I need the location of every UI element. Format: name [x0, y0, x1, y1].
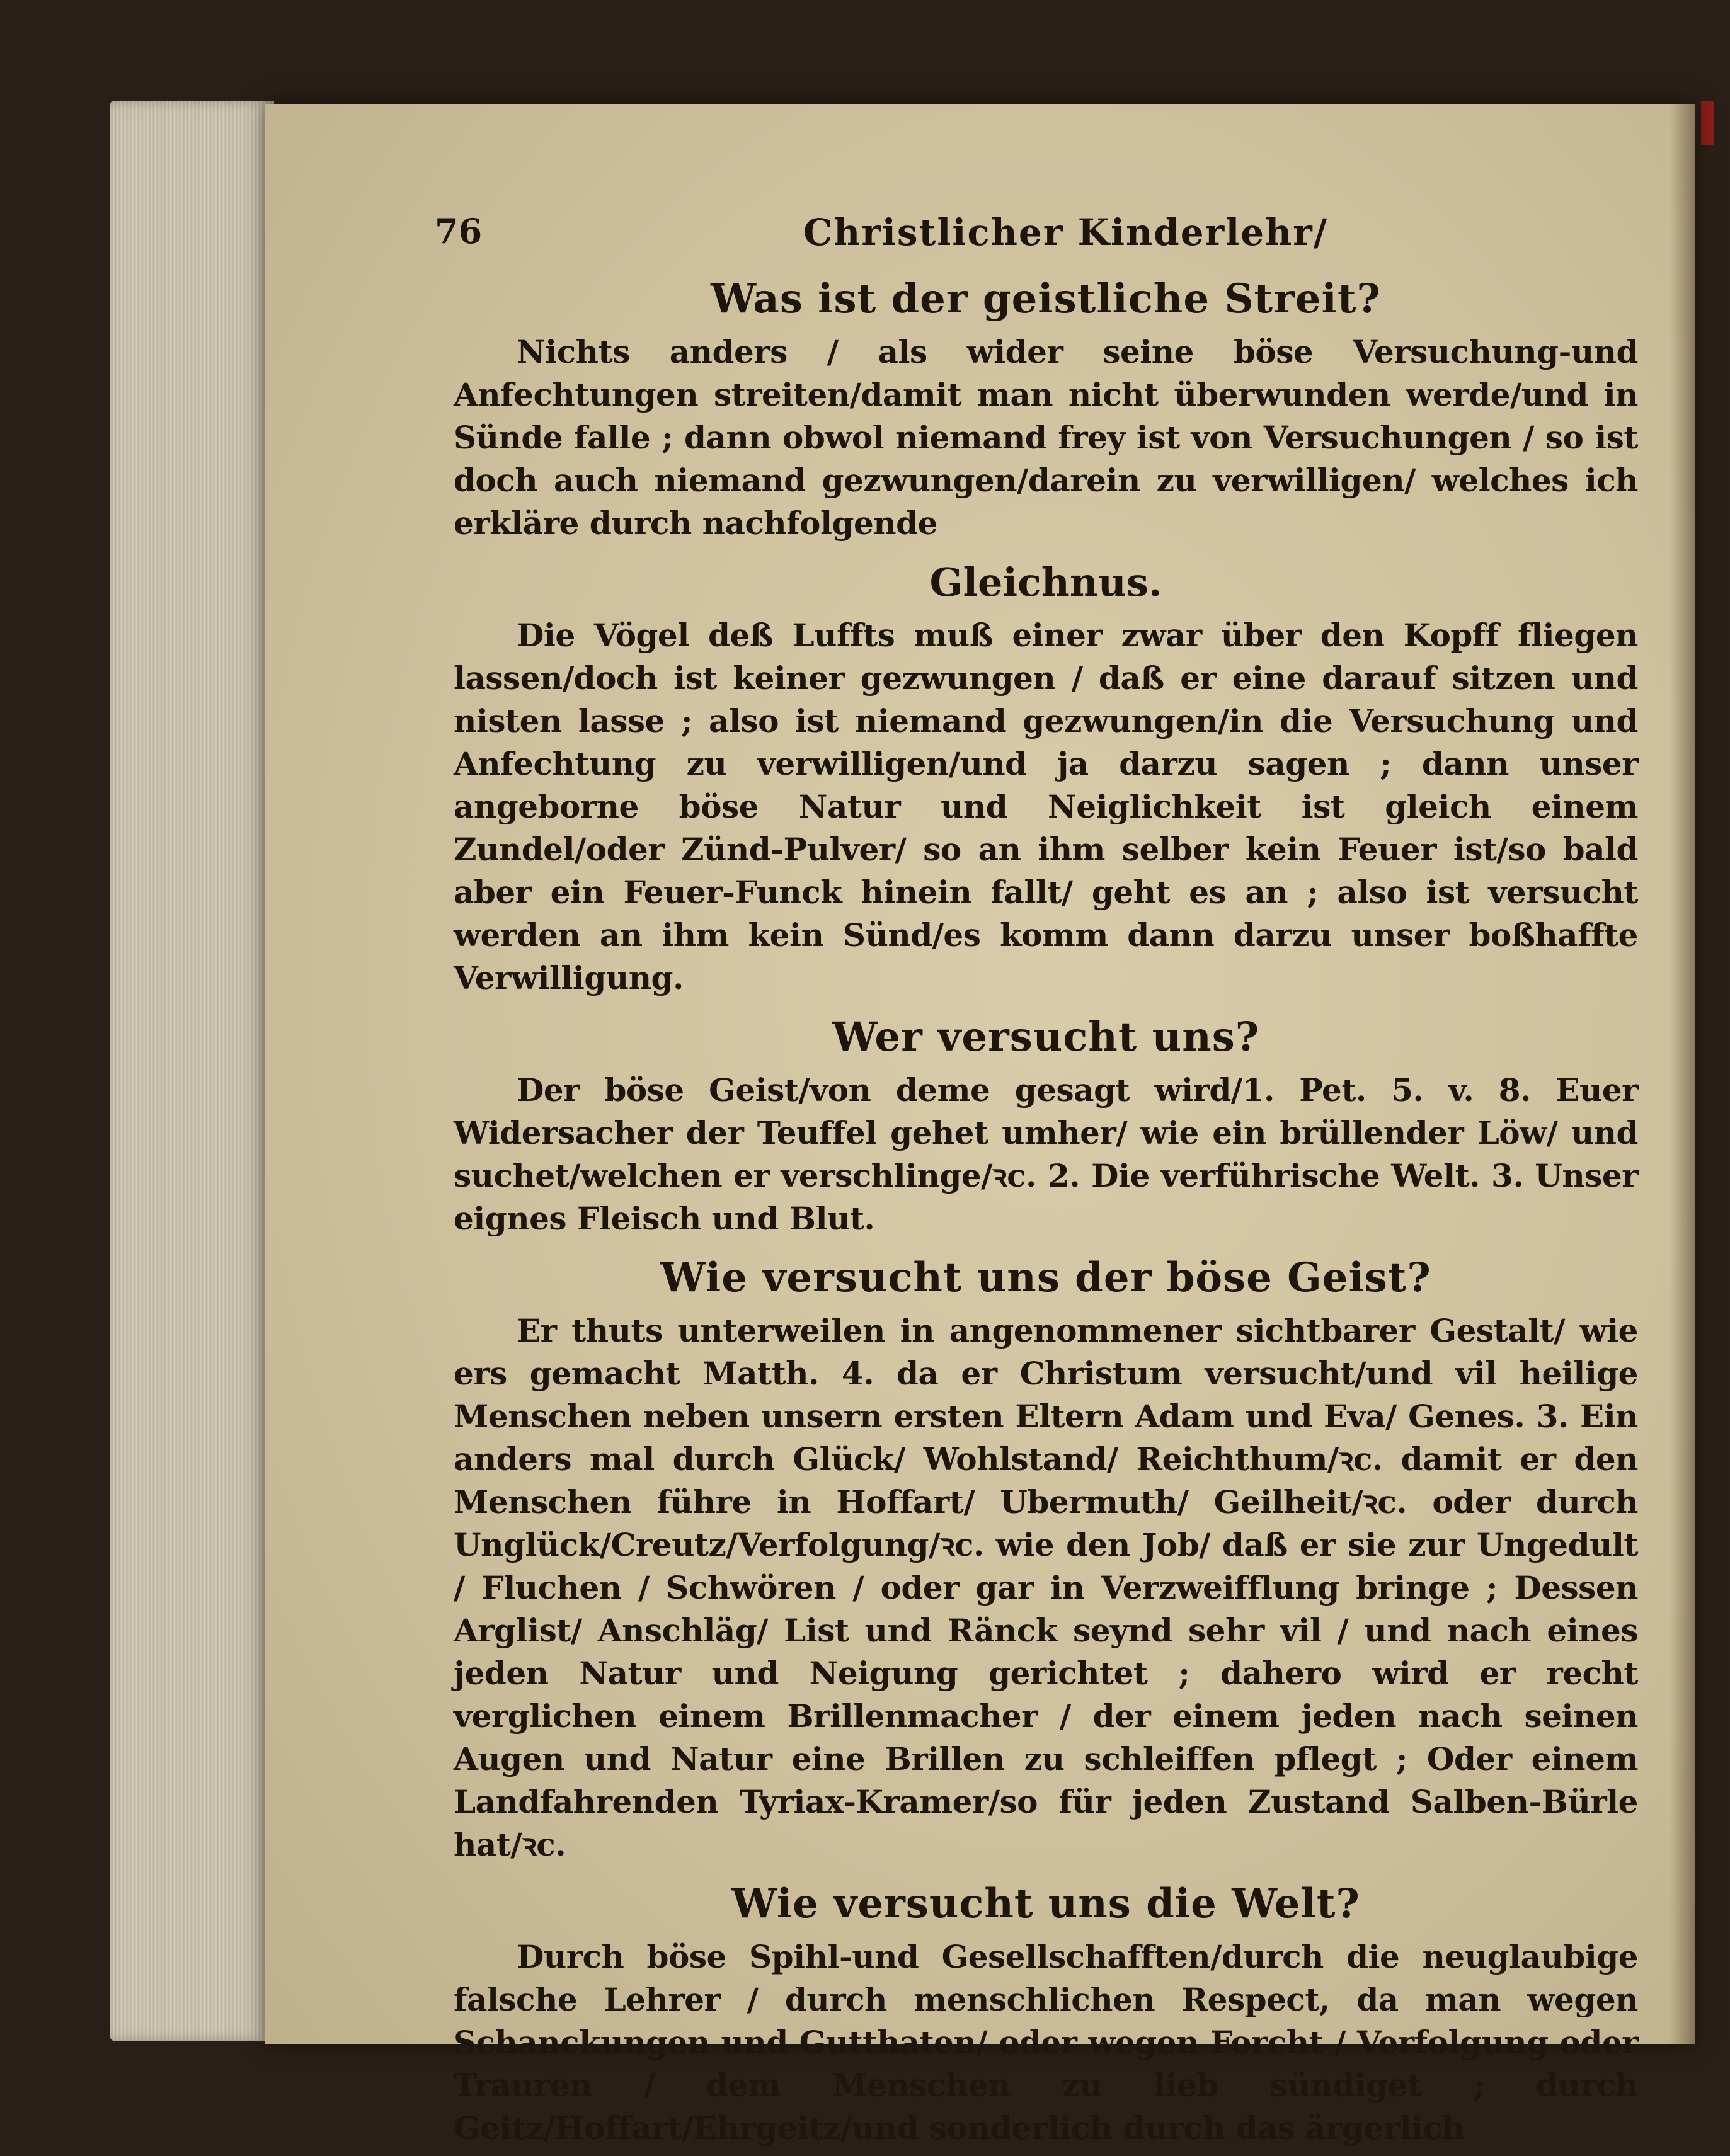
running-head — [435, 211, 1670, 261]
running-title: Christlicher Kinderlehr/ — [803, 211, 1329, 254]
section-paragraph: Er thuts unterweilen in angenommener sichtbarer Gestalt/ wie ers gemacht Matth. 4. da er Christum versucht/und vil heilige Menschen neben unsern ersten Eltern Adam und Eva/ Genes. 3. Ein anders mal durch Glück/ Wohlstand/ Reichthum/ꝛc. damit er den Menschen führe in Hoffart/ Ubermuth/ Geilheit/ꝛc. oder durch Unglück/Creutz/Verfolgung/ꝛc. wie den Job/ daß er sie zur Ungedult / Fluchen / Schwören / oder gar in Verzweifflung bringe ; Dessen Arglist/ Anschläg/ List und Ränck seynd sehr vil / und nach eines jeden Natur und Neigung gerichtet ; dahero wird er recht verglichen einem Brillenmacher / der einem jeden nach seinen Augen und Natur eine Brillen zu schleiffen pflegt ; Oder einem Landfahrenden Tyriax-Kramer/so für jeden Zustand Salben-Bürle hat/ꝛc. — [454, 1312, 1638, 1863]
section-question: Wer versucht uns? — [832, 1013, 1260, 1061]
book-page-edges — [110, 101, 274, 2041]
red-binding-edge — [1701, 101, 1714, 145]
page-number: 76 — [435, 211, 483, 251]
section-paragraph: Die Vögel deß Luffts muß einer zwar über den Kopff fliegen lassen/doch ist keiner gezwungen / daß er eine darauf sitzen und nisten lasse ; also ist niemand gezwungen/in die Versuchung und Anfechtung zu verwilligen/und ja darzu sagen ; dann unser angeborne böse Natur und Neiglichkeit ist gleich einem Zundel/oder Zünd-Pulver/ so an ihm selber kein Feuer ist/so bald aber ein Feuer-Funck hinein fallt/ geht es an ; also ist versucht werden an ihm kein Sünd/es komm dann darzu unser boßhaffte Verwilligung. — [454, 617, 1638, 996]
section-paragraph: Durch böse Spihl-und Gesellschafften/durch die neuglaubige falsche Lehrer / durch menschlichen Respect, da man wegen Schanckungen und Gutthaten/ oder wegen Forcht / Verfolgung oder Trauren / dem Menschen zu lieb sündiget ; durch Geitz/Hoffart/Ehrgeitz/und sonderlich durch das ärgerlich — [454, 1938, 1638, 2147]
page-gutter-shadow — [1670, 104, 1695, 2044]
section-question: Wie versucht uns die Welt? — [731, 1880, 1360, 1927]
section-question: Was ist der geistliche Streit? — [711, 275, 1381, 322]
section-subheading: Gleichnus. — [929, 559, 1162, 605]
section-paragraph: Der böse Geist/von deme gesagt wird/1. Pet. 5. v. 8. Euer Widersacher der Teuffel gehet umher/ wie ein brüllender Löw/ und suchet/welchen er verschlinge/ꝛc. 2. Die verführische Welt. 3. Unser eignes Fleisch und Blut. — [454, 1071, 1638, 1237]
page-content — [454, 268, 1638, 2156]
section-paragraph: Nichts anders / als wider seine böse Versuchung-und Anfechtungen streiten/damit man nicht überwunden werde/und in Sünde falle ; dann obwol niemand frey ist von Versuchungen / so ist doch auch niemand gezwungen/darein zu verwilligen/ welches ich erkläre durch nachfolgende — [454, 333, 1638, 542]
section-question: Wie versucht uns der böse Geist? — [660, 1254, 1431, 1301]
